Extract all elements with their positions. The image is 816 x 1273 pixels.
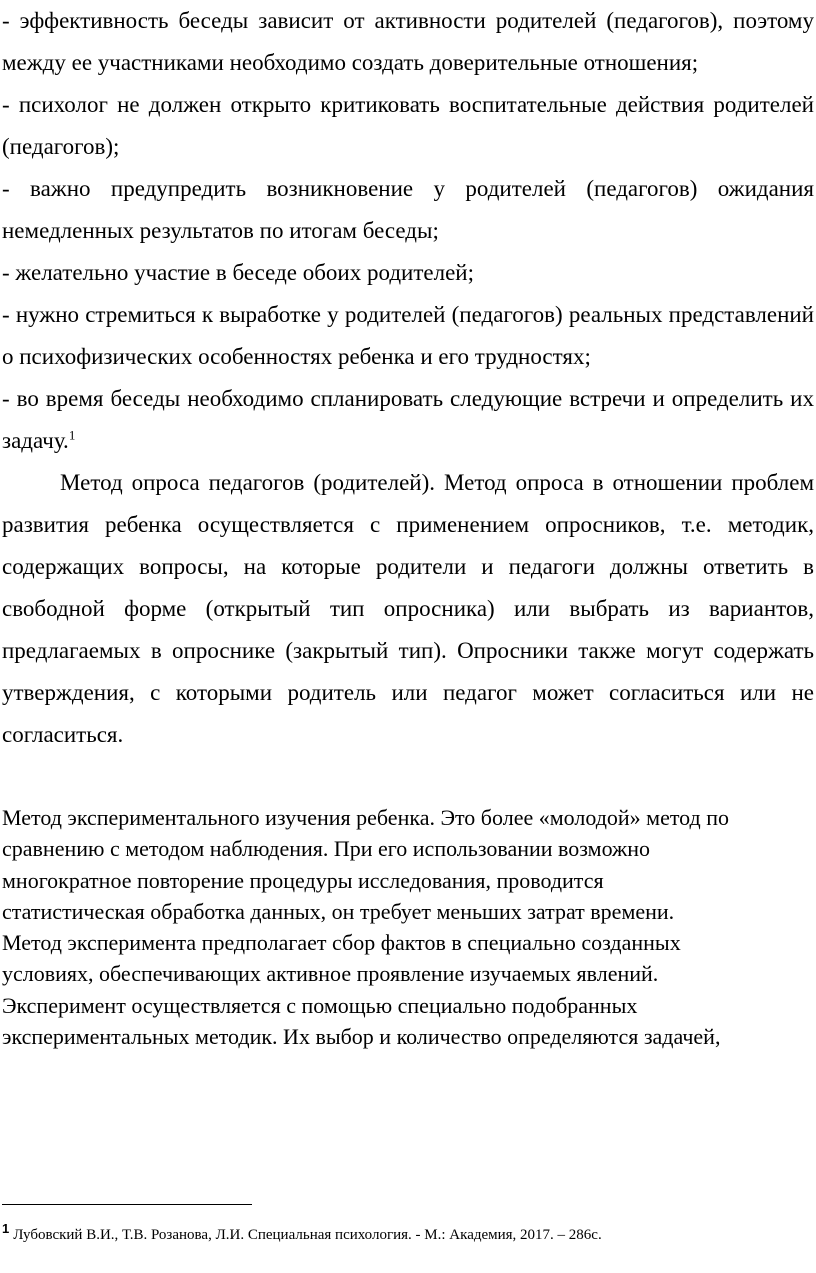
experiment-method-paragraph — [2, 802, 814, 1052]
list-item: - нужно стремиться к выработке у родителей (педагогов) реальных представлений о психофизических особенностях ребенка и его трудностях; — [2, 302, 814, 369]
survey-method-paragraph: Метод опроса педагогов (родителей). Метод опроса в отношении проблем развития ребенка осуществляется с применением опросников, т.е. методик, содержащих вопросы, на которые родители и педагоги должны ответить в свободной форме (открытый тип опросника) или выбрать из вариантов, предлагаемых в опроснике (закрытый тип). Опросники также могут содержать утверждения, с которыми родитель или педагог может согласиться или не согласиться. — [2, 470, 814, 747]
main-text-block — [2, 0, 814, 756]
list-item-text: - во время беседы необходимо спланировать следующие встречи и определить их задачу. — [2, 386, 814, 453]
list-item: - психолог не должен открыто критиковать воспитательные действия родителей (педагогов); — [2, 92, 814, 159]
paragraph-line: Метод эксперимента предполагает сбор фактов в специально созданных — [2, 930, 681, 956]
paragraph-line: условиях, обеспечивающих активное проявление изучаемых явлений. — [2, 961, 659, 987]
footnote — [2, 1221, 814, 1246]
footnote-reference[interactable]: 1 — [68, 427, 76, 443]
list-item: - эффективность беседы зависит от активности родителей (педагогов), поэтому между ее участниками необходимо создать доверительные отношения; — [2, 8, 814, 75]
footnote-text: Лубовский В.И., Т.В. Розанова, Л.И. Специальная психология. - М.: Академия, 2017. – 286с. — [13, 1227, 602, 1243]
paragraph-line: сравнению с методом наблюдения. При его использовании возможно — [2, 836, 651, 862]
paragraph-line: экспериментальных методик. Их выбор и количество определяются задачей, — [2, 1024, 721, 1050]
list-item-last — [2, 378, 814, 462]
list-item: - важно предупредить возникновение у родителей (педагогов) ожидания немедленных результатов по итогам беседы; — [2, 176, 814, 243]
footnote-number: 1 — [2, 1221, 10, 1236]
list-item: - желательно участие в беседе обоих родителей; — [2, 260, 474, 285]
paragraph-line: многократное повторение процедуры исследования, проводится — [2, 867, 604, 893]
paragraph-line: статистическая обработка данных, он требует меньших затрат времени. — [2, 898, 675, 924]
paragraph-line: Метод экспериментального изучения ребенка. Это более «молодой» метод по — [2, 805, 730, 830]
footnote-separator — [2, 1204, 252, 1205]
paragraph-line: Эксперимент осуществляется с помощью специально подобранных — [2, 992, 638, 1018]
